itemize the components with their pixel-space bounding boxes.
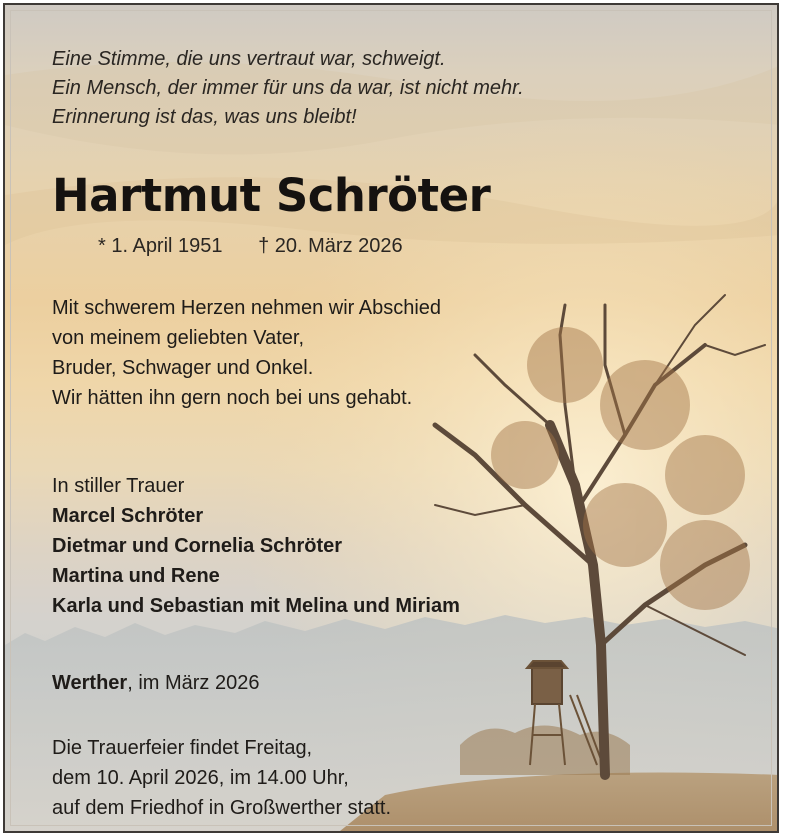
service-line: auf dem Friedhof in Großwerther statt. bbox=[52, 797, 392, 819]
notice-date: , im März 2026 bbox=[127, 672, 260, 694]
mourners-list bbox=[52, 471, 460, 621]
farewell-line: von meinem geliebten Vater, bbox=[52, 327, 305, 349]
mourner-name: Karla und Sebastian mit Melina und Miriam bbox=[52, 595, 460, 617]
farewell-text bbox=[52, 293, 441, 413]
farewell-line: Wir hätten ihn gern noch bei uns gehabt. bbox=[52, 387, 413, 409]
deceased-name: Hartmut Schröter bbox=[52, 169, 491, 222]
verse-line: Erinnerung ist das, was uns bleibt! bbox=[52, 106, 357, 128]
place-date-line bbox=[52, 672, 259, 695]
place-name: Werther bbox=[52, 672, 128, 694]
verse-line: Ein Mensch, der immer für uns da war, ist nicht mehr. bbox=[52, 77, 524, 99]
mourner-name: Dietmar und Cornelia Schröter bbox=[52, 535, 343, 557]
birth-date: * 1. April 1951 bbox=[98, 235, 223, 257]
service-line: dem 10. April 2026, im 14.00 Uhr, bbox=[52, 767, 349, 789]
funeral-service-info bbox=[52, 733, 391, 823]
mourning-intro: In stiller Trauer bbox=[52, 475, 185, 497]
life-dates bbox=[98, 235, 403, 258]
death-date: † 20. März 2026 bbox=[258, 235, 403, 257]
farewell-line: Mit schwerem Herzen nehmen wir Abschied bbox=[52, 297, 442, 319]
mourner-name: Martina und Rene bbox=[52, 565, 220, 587]
mourner-name: Marcel Schröter bbox=[52, 505, 204, 527]
obituary-notice bbox=[3, 3, 779, 833]
farewell-line: Bruder, Schwager und Onkel. bbox=[52, 357, 314, 379]
memorial-verse bbox=[52, 45, 524, 132]
verse-line: Eine Stimme, die uns vertraut war, schweigt. bbox=[52, 48, 446, 70]
notice-content bbox=[52, 5, 757, 831]
service-line: Die Trauerfeier findet Freitag, bbox=[52, 737, 313, 759]
